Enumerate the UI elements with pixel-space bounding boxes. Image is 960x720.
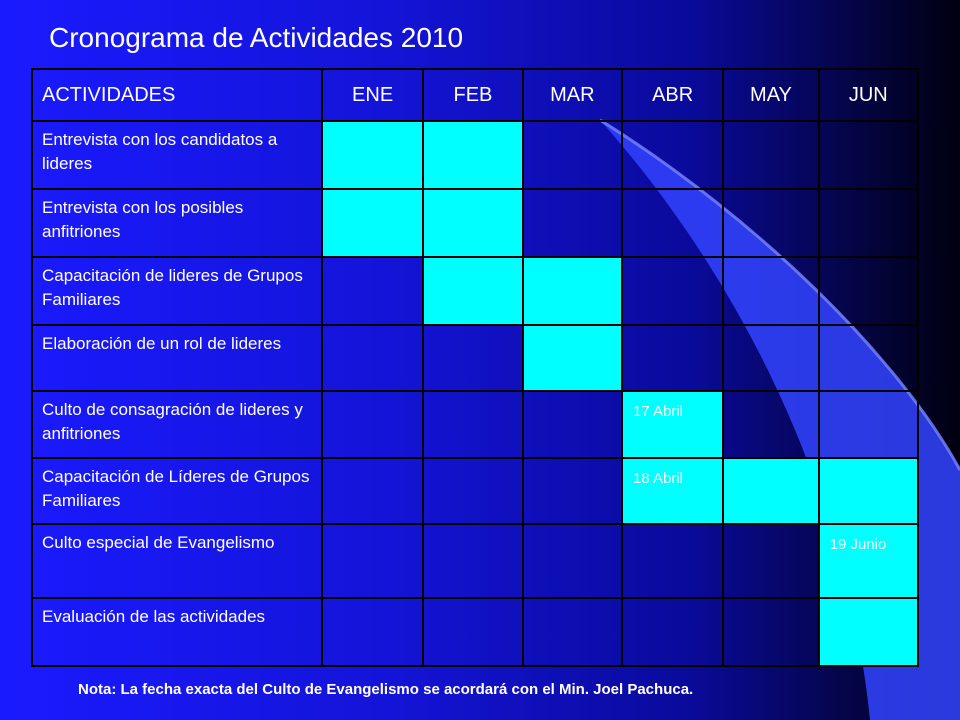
activity-label: Capacitación de lideres de Grupos Familiares (32, 257, 322, 325)
month-cell-jun (819, 325, 918, 391)
page-title: Cronograma de Actividades 2010 (49, 22, 464, 53)
month-cell-feb-active (423, 257, 522, 325)
month-cell-jun (819, 257, 918, 325)
table-row (32, 598, 918, 666)
month-cell-feb (423, 391, 522, 458)
header-may: MAY (723, 69, 818, 121)
month-cell-jun (819, 391, 918, 458)
month-cell-may (723, 257, 818, 325)
header-mar: MAR (523, 69, 622, 121)
month-cell-abr (622, 598, 723, 666)
month-cell-ene (322, 458, 423, 524)
month-cell-ene (322, 257, 423, 325)
month-cell-feb (423, 458, 522, 524)
header-actividades: ACTIVIDADES (32, 69, 322, 121)
month-cell-mar (523, 598, 622, 666)
table-header-row (32, 69, 918, 121)
month-cell-may (723, 189, 818, 257)
month-cell-ene (322, 598, 423, 666)
month-cell-ene (322, 524, 423, 598)
header-abr: ABR (622, 69, 723, 121)
month-cell-mar (523, 524, 622, 598)
month-cell-may-active (723, 458, 818, 524)
month-cell-jun-active (819, 598, 918, 666)
month-cell-abr (622, 325, 723, 391)
table-row (32, 189, 918, 257)
footer-note: Nota: La fecha exacta del Culto de Evangelismo se acordará con el Min. Joel Pachuca. (78, 681, 694, 698)
table-row (32, 391, 918, 458)
month-cell-feb (423, 598, 522, 666)
month-cell-jun (819, 189, 918, 257)
month-cell-may (723, 121, 818, 189)
month-cell-feb (423, 325, 522, 391)
month-cell-abr (622, 524, 723, 598)
month-cell-may (723, 524, 818, 598)
month-cell-ene-active (322, 189, 423, 257)
month-cell-ene-active (322, 121, 423, 189)
month-cell-may (723, 391, 818, 458)
month-cell-may (723, 325, 818, 391)
activity-label: Elaboración de un rol de lideres (32, 325, 322, 391)
month-cell-jun-active (819, 458, 918, 524)
month-cell-abr-active: 18 Abril (622, 458, 723, 524)
schedule-table (31, 68, 919, 667)
month-cell-mar (523, 189, 622, 257)
month-cell-feb (423, 524, 522, 598)
month-cell-mar-active (523, 257, 622, 325)
month-cell-ene (322, 325, 423, 391)
activity-label: Culto de consagración de lideres y anfitriones (32, 391, 322, 458)
month-cell-abr (622, 189, 723, 257)
month-cell-mar-active (523, 325, 622, 391)
table-row (32, 257, 918, 325)
month-cell-feb-active (423, 121, 522, 189)
month-cell-may (723, 598, 818, 666)
month-cell-mar (523, 391, 622, 458)
activity-label: Entrevista con los posibles anfitriones (32, 189, 322, 257)
header-ene: ENE (322, 69, 423, 121)
month-cell-jun-active: 19 Junio (819, 524, 918, 598)
month-cell-abr (622, 257, 723, 325)
activity-label: Evaluación de las actividades (32, 598, 322, 666)
table-row (32, 524, 918, 598)
activity-label: Culto especial de Evangelismo (32, 524, 322, 598)
month-cell-jun (819, 121, 918, 189)
month-cell-ene (322, 391, 423, 458)
table-row (32, 325, 918, 391)
month-cell-abr (622, 121, 723, 189)
activity-label: Capacitación de Líderes de Grupos Familiares (32, 458, 322, 524)
month-cell-feb-active (423, 189, 522, 257)
table-row (32, 121, 918, 189)
month-cell-abr-active: 17 Abril (622, 391, 723, 458)
month-cell-mar (523, 458, 622, 524)
month-cell-mar (523, 121, 622, 189)
table-row (32, 458, 918, 524)
header-feb: FEB (423, 69, 522, 121)
activity-label: Entrevista con los candidatos a lideres (32, 121, 322, 189)
header-jun: JUN (819, 69, 918, 121)
